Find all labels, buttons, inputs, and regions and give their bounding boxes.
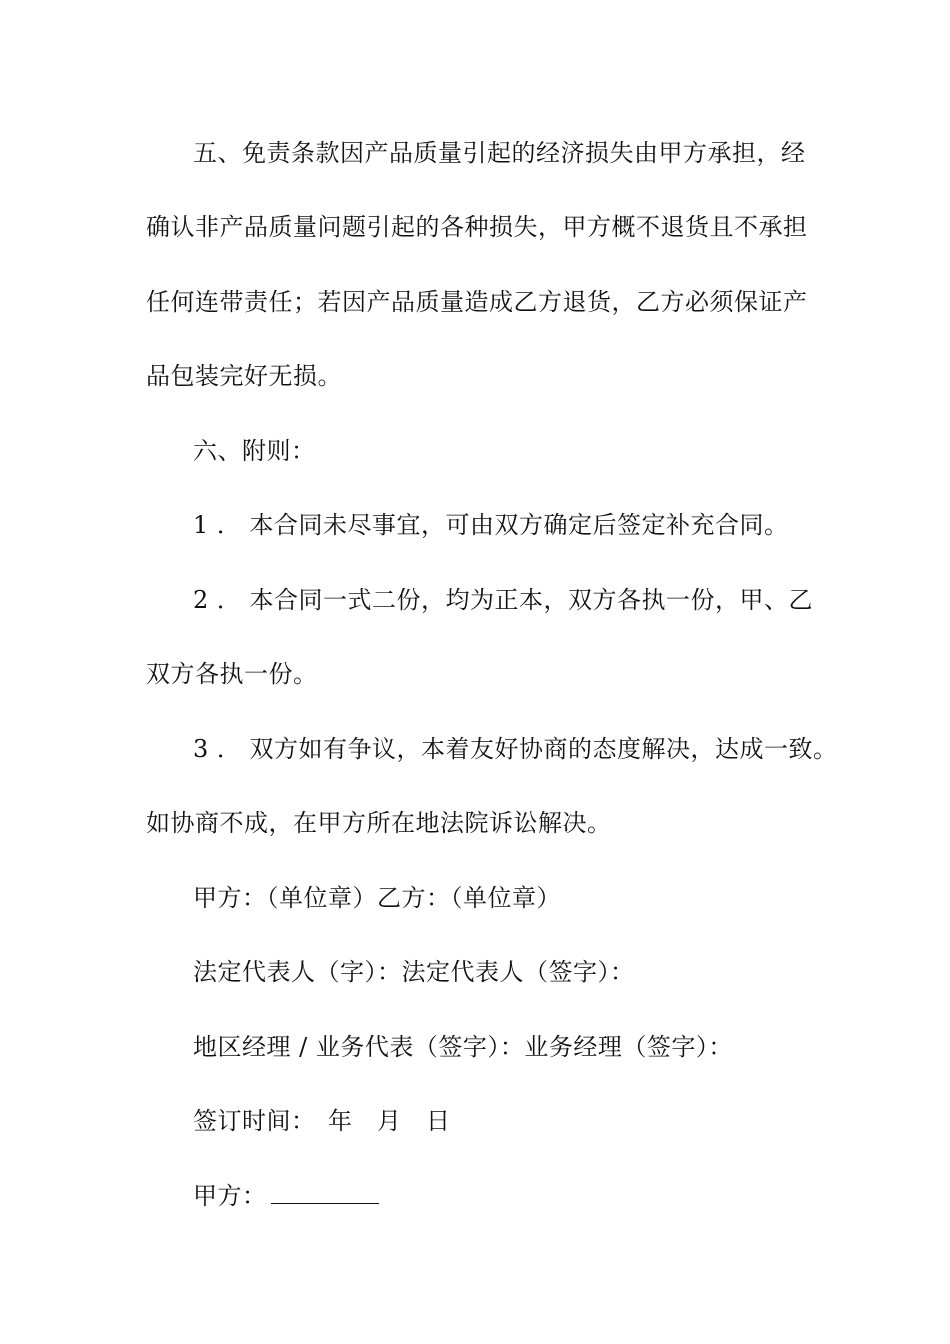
section6-heading: 六、附则： <box>193 437 316 465</box>
party-a-label: 甲方： <box>193 1182 267 1210</box>
signature-date: 签订时间： 年 月 日 <box>193 1107 451 1135</box>
section5-line1: 五、免责条款因产品质量引起的经济损失由甲方承担，经 <box>193 139 806 167</box>
section6-item3-line2: 如协商不成，在甲方所在地法院诉讼解决。 <box>146 809 612 837</box>
section5-line3: 任何连带责任；若因产品质量造成乙方退货，乙方必须保证产 <box>146 288 808 316</box>
section6-item2-line1: 2 ． 本合同一式二份，均为正本，双方各执一份，甲、乙 <box>193 586 814 614</box>
signature-managers: 地区经理 / 业务代表（签字）：业务经理（签字）： <box>193 1033 733 1061</box>
signature-legal-rep: 法定代表人（字）：法定代表人（签字）： <box>193 958 635 986</box>
section6-item2-line2: 双方各执一份。 <box>146 660 318 688</box>
party-a-signature-line <box>193 1180 379 1212</box>
section5-line4: 品包装完好无损。 <box>146 362 342 390</box>
party-a-blank <box>271 1181 379 1204</box>
signature-parties: 甲方：（单位章）乙方：（单位章） <box>193 884 561 912</box>
section6-item1: 1 ． 本合同未尽事宜，可由双方确定后签定补充合同。 <box>193 511 789 539</box>
section5-line2: 确认非产品质量问题引起的各种损失，甲方概不退货且不承担 <box>146 213 808 241</box>
section6-item3-line1: 3 ． 双方如有争议，本着友好协商的态度解决，达成一致。 <box>193 735 838 763</box>
